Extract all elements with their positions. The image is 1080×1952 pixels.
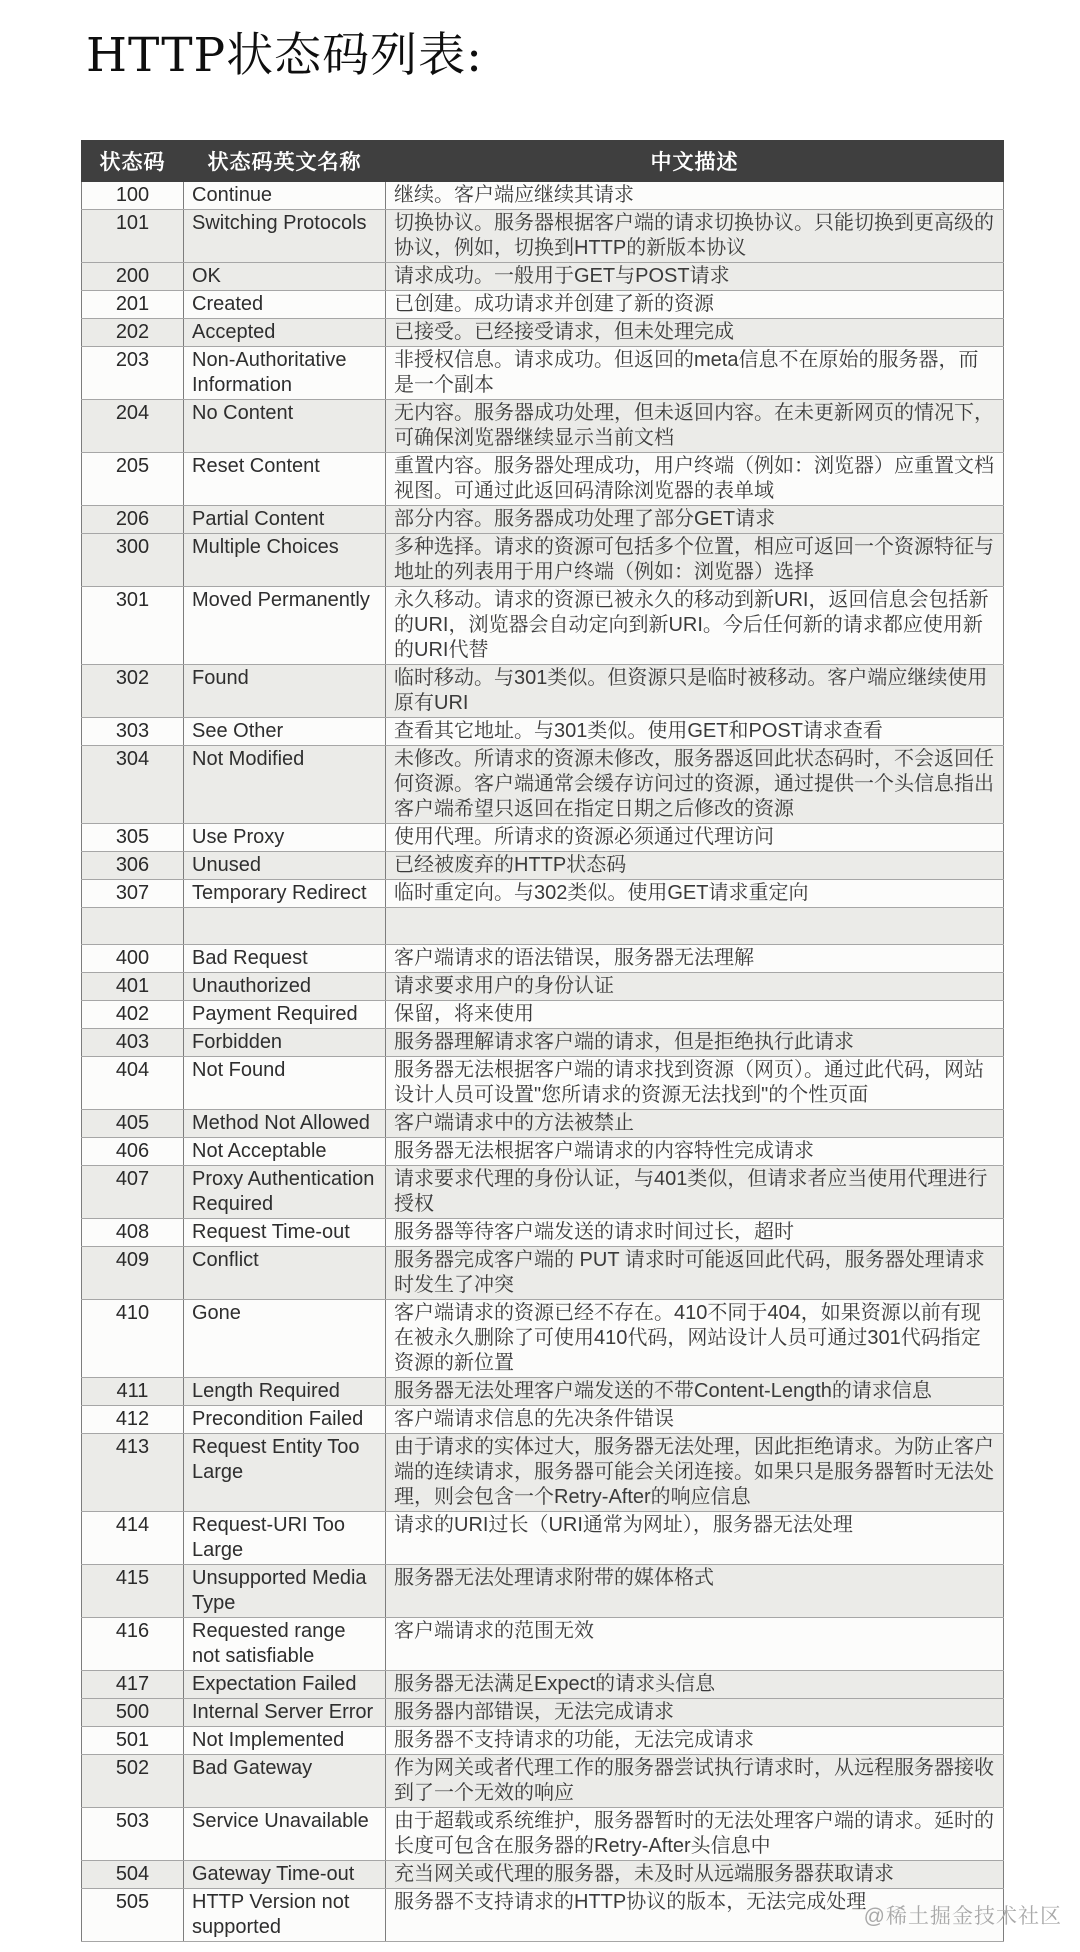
status-code-cell: 304 <box>82 746 184 824</box>
description-cell: 客户端请求的语法错误，服务器无法理解 <box>386 945 1004 973</box>
english-name-cell: Internal Server Error <box>184 1699 386 1727</box>
english-name-cell: Continue <box>184 182 386 210</box>
english-name-cell: Request-URI Too Large <box>184 1512 386 1565</box>
table-header <box>82 141 1004 182</box>
status-code-cell <box>82 908 184 945</box>
table-row <box>82 506 1004 534</box>
table-row <box>82 1512 1004 1565</box>
status-code-cell: 411 <box>82 1378 184 1406</box>
description-cell: 服务器内部错误，无法完成请求 <box>386 1699 1004 1727</box>
description-cell: 已经被废弃的HTTP状态码 <box>386 852 1004 880</box>
table-row <box>82 1699 1004 1727</box>
status-code-cell: 405 <box>82 1110 184 1138</box>
english-name-cell: Use Proxy <box>184 824 386 852</box>
status-code-cell: 400 <box>82 945 184 973</box>
english-name-cell: Payment Required <box>184 1001 386 1029</box>
description-cell: 服务器等待客户端发送的请求时间过长，超时 <box>386 1219 1004 1247</box>
status-code-cell: 500 <box>82 1699 184 1727</box>
english-name-cell: Non-Authoritative Information <box>184 347 386 400</box>
table-row <box>82 1300 1004 1378</box>
status-code-cell: 100 <box>82 182 184 210</box>
status-code-cell: 401 <box>82 973 184 1001</box>
table-row <box>82 1406 1004 1434</box>
description-cell: 充当网关或代理的服务器，未及时从远端服务器获取请求 <box>386 1861 1004 1889</box>
description-cell: 使用代理。所请求的资源必须通过代理访问 <box>386 824 1004 852</box>
table-row <box>82 1166 1004 1219</box>
english-name-cell: Precondition Failed <box>184 1406 386 1434</box>
table-row <box>82 1671 1004 1699</box>
english-name-cell: Request Entity Too Large <box>184 1434 386 1512</box>
table-row <box>82 973 1004 1001</box>
description-cell: 已创建。成功请求并创建了新的资源 <box>386 291 1004 319</box>
english-name-cell: Not Modified <box>184 746 386 824</box>
english-name-cell: Reset Content <box>184 453 386 506</box>
english-name-cell: Not Acceptable <box>184 1138 386 1166</box>
status-code-cell: 402 <box>82 1001 184 1029</box>
description-cell: 临时重定向。与302类似。使用GET请求重定向 <box>386 880 1004 908</box>
description-cell: 服务器不支持请求的功能，无法完成请求 <box>386 1727 1004 1755</box>
table-row <box>82 182 1004 210</box>
description-cell: 多种选择。请求的资源可包括多个位置，相应可返回一个资源特征与地址的列表用于用户终端（例如：浏览器）选择 <box>386 534 1004 587</box>
table-row <box>82 291 1004 319</box>
description-cell <box>386 908 1004 945</box>
header-english-name: 状态码英文名称 <box>184 141 386 182</box>
status-code-cell: 205 <box>82 453 184 506</box>
table-row <box>82 1565 1004 1618</box>
english-name-cell: Bad Gateway <box>184 1755 386 1808</box>
description-cell: 服务器无法根据客户端的请求找到资源（网页）。通过此代码，网站设计人员可设置"您所请求的资源无法找到"的个性页面 <box>386 1057 1004 1110</box>
table-row <box>82 1861 1004 1889</box>
english-name-cell <box>184 908 386 945</box>
status-code-cell: 410 <box>82 1300 184 1378</box>
table-row <box>82 945 1004 973</box>
status-code-cell: 300 <box>82 534 184 587</box>
english-name-cell: Unauthorized <box>184 973 386 1001</box>
english-name-cell: Accepted <box>184 319 386 347</box>
table-row <box>82 1110 1004 1138</box>
status-code-cell: 503 <box>82 1808 184 1861</box>
table-row <box>82 1755 1004 1808</box>
english-name-cell: Unused <box>184 852 386 880</box>
english-name-cell: Bad Request <box>184 945 386 973</box>
english-name-cell: See Other <box>184 718 386 746</box>
english-name-cell: Not Implemented <box>184 1727 386 1755</box>
description-cell: 客户端请求的范围无效 <box>386 1618 1004 1671</box>
status-code-cell: 307 <box>82 880 184 908</box>
status-code-cell: 302 <box>82 665 184 718</box>
description-cell: 无内容。服务器成功处理，但未返回内容。在未更新网页的情况下，可确保浏览器继续显示当前文档 <box>386 400 1004 453</box>
table-row <box>82 1808 1004 1861</box>
english-name-cell: Created <box>184 291 386 319</box>
status-code-cell: 505 <box>82 1889 184 1942</box>
english-name-cell: Partial Content <box>184 506 386 534</box>
status-code-cell: 504 <box>82 1861 184 1889</box>
english-name-cell: Gone <box>184 1300 386 1378</box>
status-code-cell: 301 <box>82 587 184 665</box>
status-code-cell: 203 <box>82 347 184 400</box>
table-row <box>82 319 1004 347</box>
table-row <box>82 718 1004 746</box>
table-row <box>82 453 1004 506</box>
status-code-cell: 306 <box>82 852 184 880</box>
description-cell: 服务器无法处理请求附带的媒体格式 <box>386 1565 1004 1618</box>
description-cell: 保留，将来使用 <box>386 1001 1004 1029</box>
header-row <box>82 141 1004 182</box>
status-code-cell: 206 <box>82 506 184 534</box>
table-row <box>82 1029 1004 1057</box>
description-cell: 作为网关或者代理工作的服务器尝试执行请求时，从远程服务器接收到了一个无效的响应 <box>386 1755 1004 1808</box>
status-code-cell: 404 <box>82 1057 184 1110</box>
status-code-cell: 412 <box>82 1406 184 1434</box>
table-row <box>82 880 1004 908</box>
description-cell: 服务器无法根据客户端请求的内容特性完成请求 <box>386 1138 1004 1166</box>
description-cell: 已接受。已经接受请求，但未处理完成 <box>386 319 1004 347</box>
description-cell: 客户端请求的资源已经不存在。410不同于404，如果资源以前有现在被永久删除了可使用410代码，网站设计人员可通过301代码指定资源的新位置 <box>386 1300 1004 1378</box>
description-cell: 服务器无法处理客户端发送的不带Content-Length的请求信息 <box>386 1378 1004 1406</box>
header-chinese-description: 中文描述 <box>386 141 1004 182</box>
table-row <box>82 1727 1004 1755</box>
english-name-cell: Proxy Authentication Required <box>184 1166 386 1219</box>
description-cell: 由于超载或系统维护，服务器暂时的无法处理客户端的请求。延时的长度可包含在服务器的Retry-After头信息中 <box>386 1808 1004 1861</box>
description-cell: 非授权信息。请求成功。但返回的meta信息不在原始的服务器，而是一个副本 <box>386 347 1004 400</box>
english-name-cell: Moved Permanently <box>184 587 386 665</box>
table-row <box>82 1057 1004 1110</box>
english-name-cell: Switching Protocols <box>184 210 386 263</box>
description-cell: 请求成功。一般用于GET与POST请求 <box>386 263 1004 291</box>
table-row <box>82 1378 1004 1406</box>
description-cell: 请求的URI过长（URI通常为网址），服务器无法处理 <box>386 1512 1004 1565</box>
table-body <box>82 182 1004 1942</box>
status-code-cell: 416 <box>82 1618 184 1671</box>
description-cell: 未修改。所请求的资源未修改，服务器返回此状态码时，不会返回任何资源。客户端通常会缓存访问过的资源，通过提供一个头信息指出客户端希望只返回在指定日期之后修改的资源 <box>386 746 1004 824</box>
table-row <box>82 665 1004 718</box>
description-cell: 请求要求代理的身份认证，与401类似，但请求者应当使用代理进行授权 <box>386 1166 1004 1219</box>
status-code-cell: 403 <box>82 1029 184 1057</box>
status-code-cell: 409 <box>82 1247 184 1300</box>
table-row <box>82 1219 1004 1247</box>
english-name-cell: Found <box>184 665 386 718</box>
table-row <box>82 587 1004 665</box>
table-row <box>82 852 1004 880</box>
description-cell: 服务器不支持请求的HTTP协议的版本，无法完成处理 <box>386 1889 1004 1942</box>
table-row <box>82 824 1004 852</box>
status-code-cell: 200 <box>82 263 184 291</box>
description-cell: 服务器理解请求客户端的请求，但是拒绝执行此请求 <box>386 1029 1004 1057</box>
watermark: @稀土掘金技术社区 <box>863 1905 1062 1928</box>
description-cell: 切换协议。服务器根据客户端的请求切换协议。只能切换到更高级的协议，例如，切换到HTTP的新版本协议 <box>386 210 1004 263</box>
description-cell: 继续。客户端应继续其请求 <box>386 182 1004 210</box>
table-row <box>82 746 1004 824</box>
spacer-row <box>82 908 1004 945</box>
status-code-cell: 415 <box>82 1565 184 1618</box>
english-name-cell: Service Unavailable <box>184 1808 386 1861</box>
english-name-cell: Gateway Time-out <box>184 1861 386 1889</box>
description-cell: 客户端请求中的方法被禁止 <box>386 1110 1004 1138</box>
table-row <box>82 210 1004 263</box>
english-name-cell: HTTP Version not supported <box>184 1889 386 1942</box>
status-code-cell: 408 <box>82 1219 184 1247</box>
table-row <box>82 263 1004 291</box>
status-code-cell: 414 <box>82 1512 184 1565</box>
english-name-cell: Requested range not satisfiable <box>184 1618 386 1671</box>
status-code-table <box>81 140 1004 1942</box>
status-code-cell: 202 <box>82 319 184 347</box>
english-name-cell: Conflict <box>184 1247 386 1300</box>
table-row <box>82 1138 1004 1166</box>
page-title: HTTP状态码列表: <box>86 28 484 83</box>
status-code-cell: 501 <box>82 1727 184 1755</box>
english-name-cell: OK <box>184 263 386 291</box>
status-code-table-container <box>81 140 1003 1942</box>
description-cell: 重置内容。服务器处理成功，用户终端（例如：浏览器）应重置文档视图。可通过此返回码清除浏览器的表单域 <box>386 453 1004 506</box>
english-name-cell: No Content <box>184 400 386 453</box>
table-row <box>82 534 1004 587</box>
table-row <box>82 400 1004 453</box>
status-code-cell: 417 <box>82 1671 184 1699</box>
header-status-code: 状态码 <box>82 141 184 182</box>
description-cell: 服务器完成客户端的 PUT 请求时可能返回此代码，服务器处理请求时发生了冲突 <box>386 1247 1004 1300</box>
status-code-cell: 406 <box>82 1138 184 1166</box>
description-cell: 临时移动。与301类似。但资源只是临时被移动。客户端应继续使用原有URI <box>386 665 1004 718</box>
description-cell: 查看其它地址。与301类似。使用GET和POST请求查看 <box>386 718 1004 746</box>
english-name-cell: Temporary Redirect <box>184 880 386 908</box>
description-cell: 部分内容。服务器成功处理了部分GET请求 <box>386 506 1004 534</box>
table-row <box>82 1247 1004 1300</box>
description-cell: 客户端请求信息的先决条件错误 <box>386 1406 1004 1434</box>
table-row <box>82 347 1004 400</box>
status-code-cell: 502 <box>82 1755 184 1808</box>
english-name-cell: Forbidden <box>184 1029 386 1057</box>
status-code-cell: 407 <box>82 1166 184 1219</box>
english-name-cell: Unsupported Media Type <box>184 1565 386 1618</box>
status-code-cell: 305 <box>82 824 184 852</box>
table-row <box>82 1001 1004 1029</box>
status-code-cell: 204 <box>82 400 184 453</box>
status-code-cell: 303 <box>82 718 184 746</box>
table-row <box>82 1434 1004 1512</box>
english-name-cell: Length Required <box>184 1378 386 1406</box>
english-name-cell: Not Found <box>184 1057 386 1110</box>
description-cell: 由于请求的实体过大，服务器无法处理，因此拒绝请求。为防止客户端的连续请求，服务器可能会关闭连接。如果只是服务器暂时无法处理，则会包含一个Retry-After的响应信息 <box>386 1434 1004 1512</box>
english-name-cell: Request Time-out <box>184 1219 386 1247</box>
status-code-cell: 413 <box>82 1434 184 1512</box>
english-name-cell: Method Not Allowed <box>184 1110 386 1138</box>
status-code-cell: 201 <box>82 291 184 319</box>
description-cell: 服务器无法满足Expect的请求头信息 <box>386 1671 1004 1699</box>
table-row <box>82 1618 1004 1671</box>
description-cell: 永久移动。请求的资源已被永久的移动到新URI，返回信息会包括新的URI，浏览器会自动定向到新URI。今后任何新的请求都应使用新的URI代替 <box>386 587 1004 665</box>
english-name-cell: Multiple Choices <box>184 534 386 587</box>
english-name-cell: Expectation Failed <box>184 1671 386 1699</box>
description-cell: 请求要求用户的身份认证 <box>386 973 1004 1001</box>
status-code-cell: 101 <box>82 210 184 263</box>
